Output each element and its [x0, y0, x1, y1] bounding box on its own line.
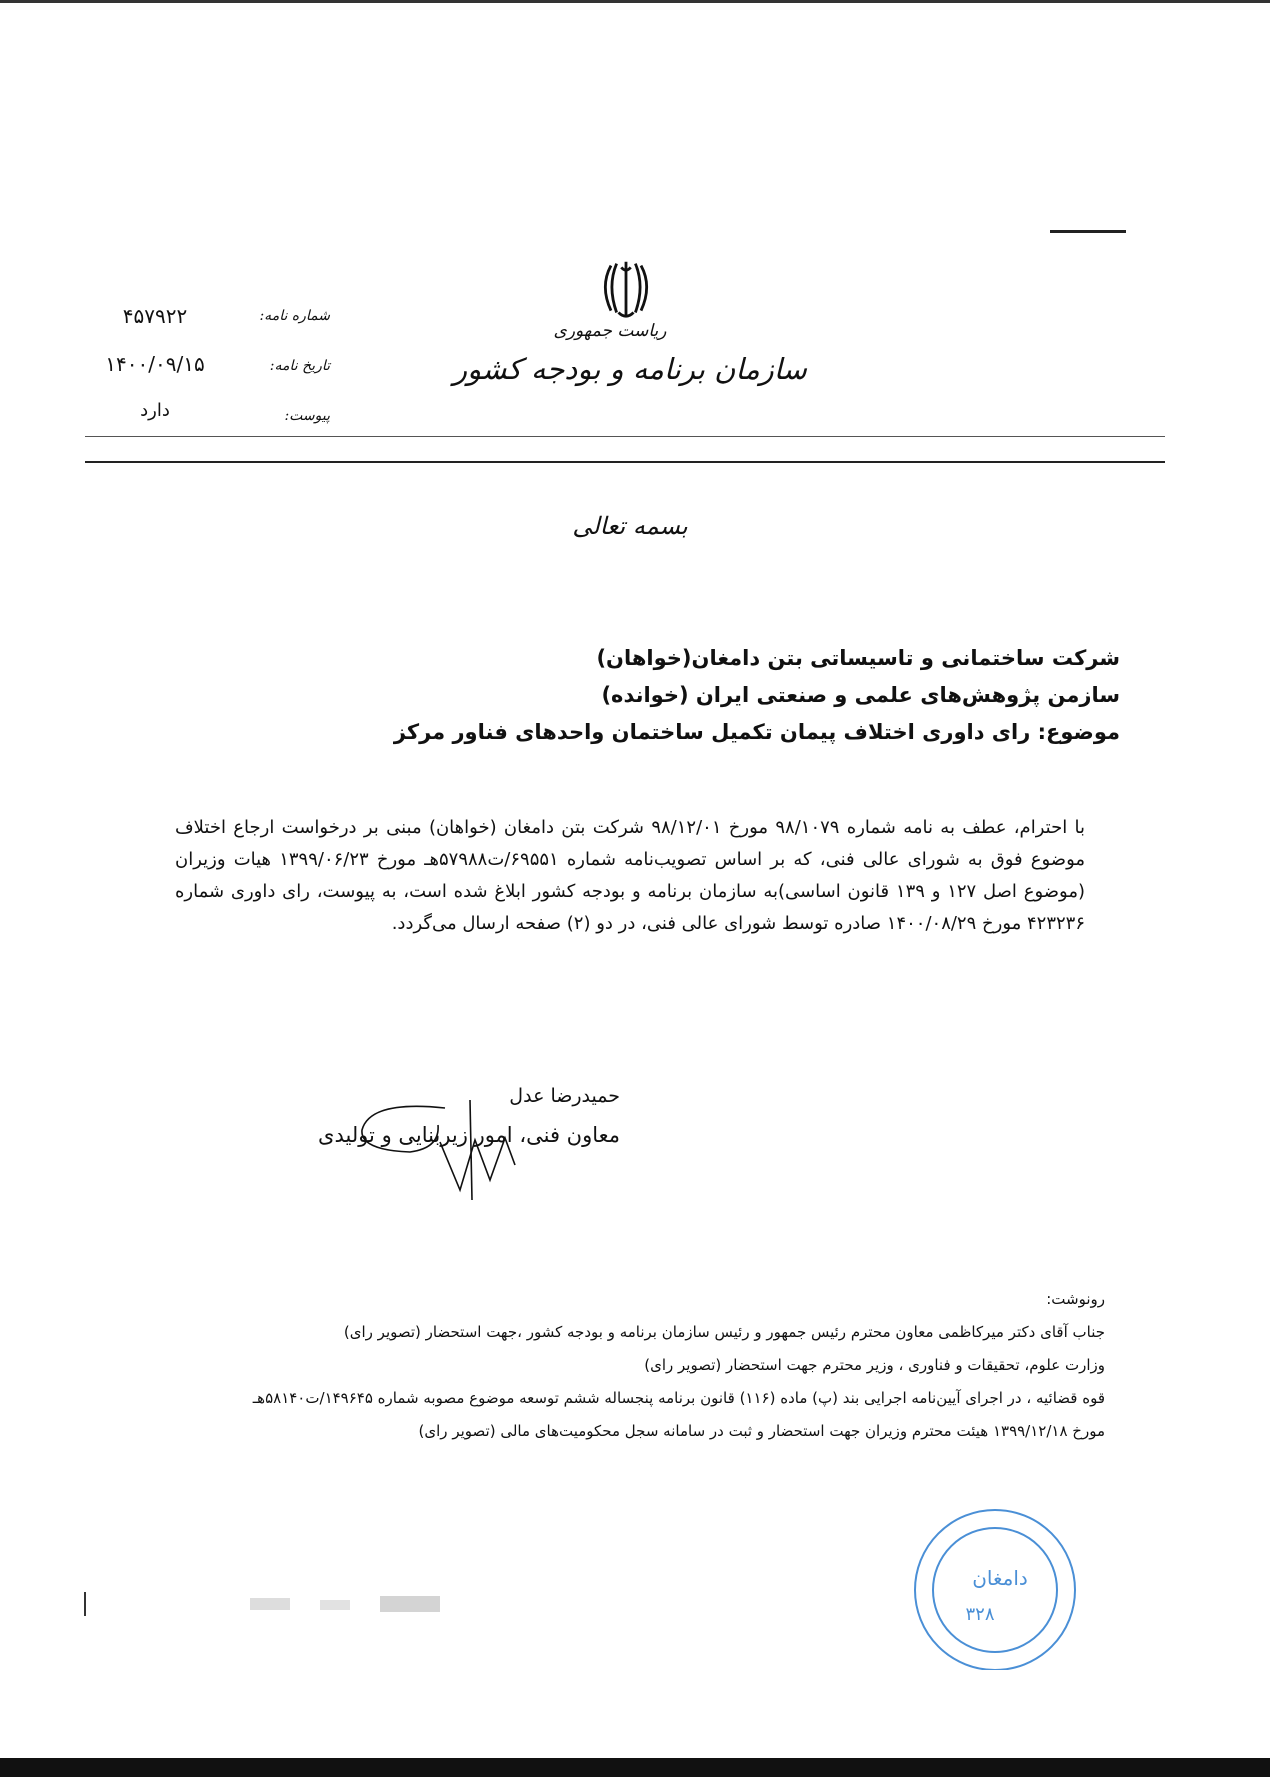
cc-heading: رونوشت: [1046, 1290, 1105, 1308]
addressee-defendant: سازمن پژوهش‌های علمی و صنعتی ایران (خوانده) [601, 683, 1120, 707]
letter-number-label: شماره نامه: [259, 308, 330, 324]
attachment-label: پیوست: [284, 408, 330, 424]
header-divider [85, 461, 1165, 463]
attachment-value: دارد [140, 400, 170, 421]
letter-body: با احترام، عطف به نامه شماره ۹۸/۱۰۷۹ مورخ ۹۸/۱۲/۰۱ شرکت بتن دامغان (خواهان) مبنی بر درخواست ارجاع اختلاف موضوع فوق به شورای عالی فنی، که بر اساس تصویب‌نامه شماره ۶۹۵۵۱/ت۵۷۹۸۸هـ مورخ ۱۳۹۹/۰۶/۲۳ هیات وزیران (موضوع اصل ۱۲۷ و ۱۳۹ قانون اساسی)به سازمان برنامه و بودجه کشور ابلاغ شده است، به پیوست، رای داوری شماره ۴۲۳۲۳۶ مورخ ۱۴۰۰/۰۸/۲۹ صادره توسط شورای عالی فنی، در دو (۲) صفحه ارسال می‌گردد. [175, 817, 1086, 934]
company-stamp [880, 1500, 1100, 1670]
letter-date-label: تاریخ نامه: [269, 358, 330, 374]
bismillah: بسمه تعالی [572, 512, 688, 540]
scan-bottom-edge [0, 1758, 1270, 1777]
organization-name: سازمان برنامه و بودجه کشور [453, 352, 807, 386]
signer-title: معاون فنی، امور زیربنایی و تولیدی [318, 1123, 620, 1147]
presidency-label: ریاست جمهوری [553, 321, 667, 341]
svg-text:دامغان: دامغان [972, 1566, 1028, 1590]
cc-item: قوه قضائیه ، در اجرای آیین‌نامه اجرایی بند (پ) ماده (۱۱۶) قانون برنامه پنجساله ششم توسعه موضوع مصوبه شماره ۱۴۹۶۴۵/ت۵۸۱۴۰هـ مورخ ۱۳۹۹/۱۲/۱۸ هیئت محترم وزیران جهت استحضار و ثبت در سامانه سجل محکومیت‌های مالی (تصویر رای) [252, 1389, 1105, 1440]
header-divider-thin [85, 436, 1165, 437]
signer-name: حمیدرضا عدل [509, 1085, 620, 1107]
scan-top-edge [0, 0, 1270, 3]
addressee-plaintiff: شرکت ساختمانی و تاسیساتی بتن دامغان(خواهان) [596, 646, 1120, 670]
letter-date-value: ۱۴۰۰/۰۹/۱۵ [105, 352, 205, 376]
cc-block [225, 1283, 1105, 1448]
cc-item: وزارت علوم، تحقیقات و فناوری ، وزیر محترم جهت استحضار (تصویر رای) [644, 1356, 1105, 1374]
cc-item: جناب آقای دکتر میرکاظمی معاون محترم رئیس جمهور و رئیس سازمان برنامه و بودجه کشور ،جهت استحضار (تصویر رای) [343, 1323, 1105, 1341]
svg-text:۳۲۸: ۳۲۸ [965, 1604, 995, 1625]
iran-emblem-icon [596, 258, 656, 320]
addressee-block [340, 640, 1120, 751]
corner-mark [1050, 230, 1126, 233]
letter-number-value: ۴۵۷۹۲۲ [122, 304, 188, 328]
subject-line: موضوع: رای داوری اختلاف پیمان تکمیل ساختمان واحدهای فناور مرکز [393, 720, 1120, 744]
scan-smudge [80, 1590, 510, 1620]
signature-block [200, 1080, 620, 1220]
